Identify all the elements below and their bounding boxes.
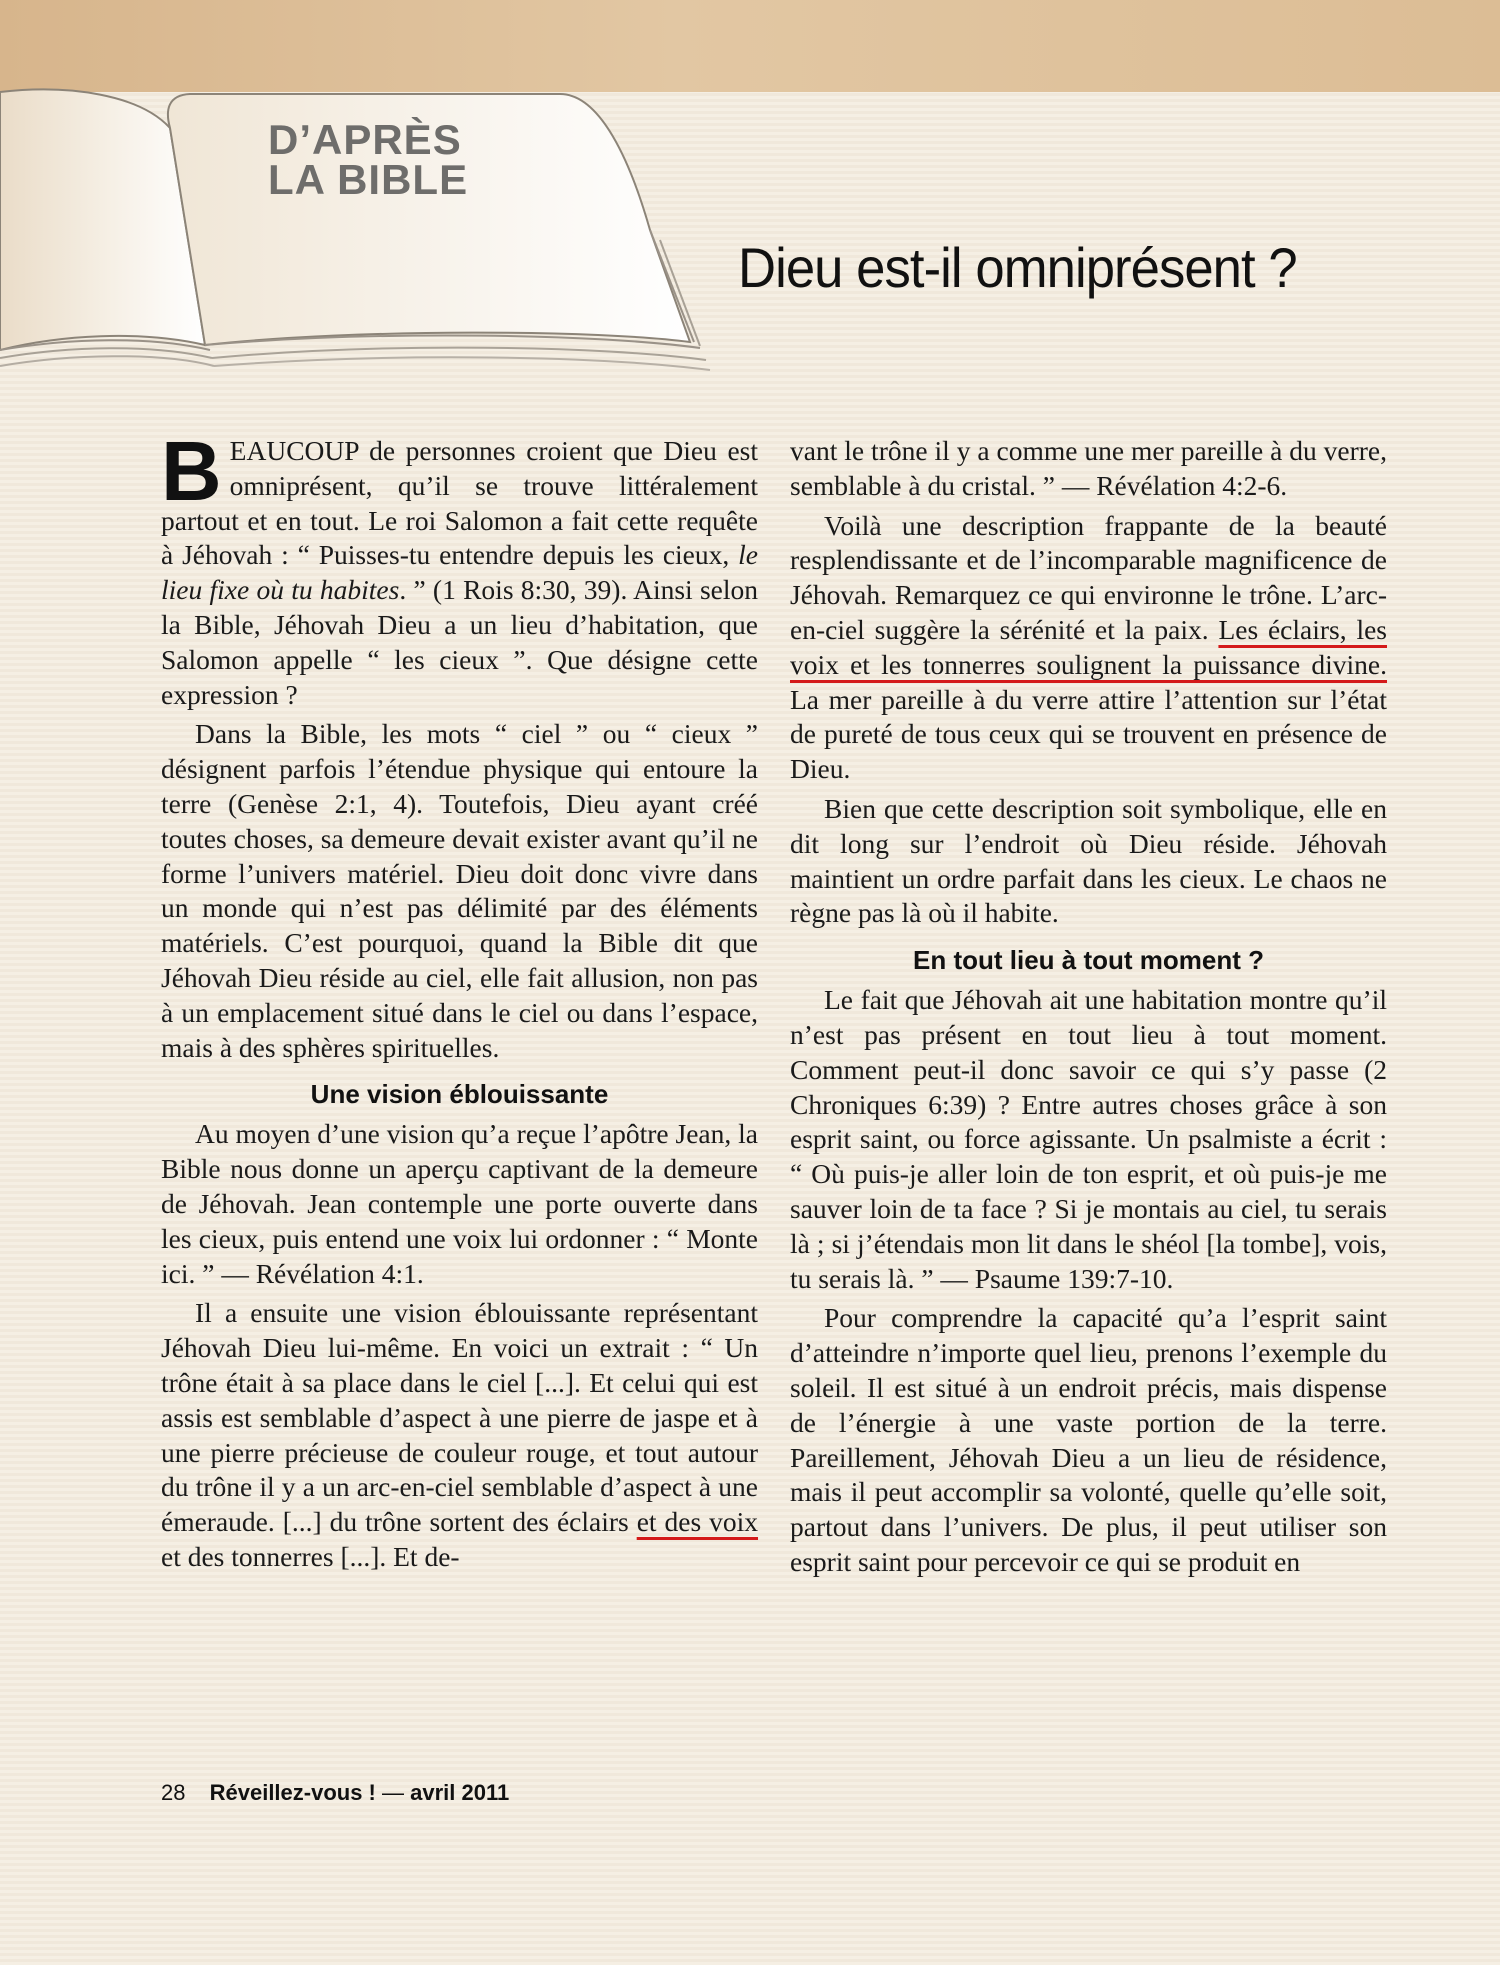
- paragraph-intro: BEAUCOUP de personnes croient que Dieu est omniprésent, qu’il se trouve littéralement partout et en tout. Le roi Salomon a fait cette requête à Jéhovah : “ Puisses-tu entendre depuis les cieux, le lieu fixe où tu habites. ” (1 Rois 8:30, 39). Ainsi selon la Bible, Jéhovah Dieu a un lieu d’habitation, que Salomon appelle “ les cieux ”. Que désigne cette expression ?: [161, 424, 758, 710]
- section-heading: En tout lieu à tout moment ?: [913, 945, 1264, 976]
- kicker-line-2: LA BIBLE: [268, 156, 469, 203]
- left-column: [161, 424, 759, 1580]
- paragraph: Le fait que Jéhovah ait une habitation montre qu’il n’est pas présent en tout lieu à tout moment. Comment peut-il donc savoir ce qui s’y passe (2 Chroniques 6:39) ? Entre autres choses grâce à son esprit saint, ou force agissante. Un psalmiste a écrit : “ Où puis-je aller loin de ton esprit, et où puis-je me sauver loin de ta face ? Si je montais au ciel, tu serais là ; si j’étendais mon lit dans le shéol [la tombe], vois, tu serais là. ” — Psaume 139:7-10.: [790, 984, 1387, 1294]
- article-title: Dieu est-il omniprésent ?: [738, 236, 1297, 299]
- paragraph: Au moyen d’une vision qu’a reçue l’apôtre Jean, la Bible nous donne un aperçu captivant de la demeure de Jéhovah. Jean contemple une porte ouverte dans les cieux, puis entend une voix lui ordonner : “ Monte ici. ” — Révélation 4:1.: [161, 1118, 758, 1289]
- paragraph: Bien que cette description soit symbolique, elle en dit long sur l’endroit où Dieu réside. Jéhovah maintient un ordre parfait dans les cieux. Le chaos ne règne pas là où il habite.: [790, 792, 1387, 929]
- right-column: [790, 434, 1387, 1585]
- kicker-line-1: D’APRÈS: [268, 116, 462, 163]
- section-heading: Une vision éblouissante: [310, 1079, 609, 1110]
- page-number: 28: [161, 1780, 186, 1805]
- paragraph-continued: vant le trône il y a comme une mer pareille à du verre, semblable à du cristal. ” — Révélation 4:2-6.: [790, 435, 1387, 501]
- underlined-text: Les éclairs, les voix et les tonnerres soulignent la puissance divine.: [790, 613, 1387, 680]
- page-footer: [161, 1778, 509, 1808]
- paragraph: Il a ensuite une vision éblouissante représentant Jéhovah Dieu lui-même. En voici un extrait : “ Un trône était à sa place dans le ciel [...]. Et celui qui est assis est semblable d’aspect à une pierre de jaspe et à une pierre précieuse de couleur rouge, et tout autour du trône il y a un arc-en-ciel semblable d’aspect à une émeraude. [...] du trône sortent des éclairs et des voix et des tonnerres [...]. Et de-: [161, 1297, 759, 1572]
- issue-date: avril 2011: [410, 1780, 510, 1805]
- paragraph: Pour comprendre la capacité qu’a l’esprit saint d’atteindre n’importe quel lieu, prenons l’exemple du soleil. Il est situé à un endroit précis, mais dispense de l’énergie à une vaste portion de la terre. Pareillement, Jéhovah Dieu a un lieu de résidence, mais il peut accomplir sa volonté, quelle qu’elle soit, partout dans l’univers. De plus, il peut utiliser son esprit saint pour percevoir ce qui se produit en: [790, 1302, 1387, 1577]
- underlined-text: et des voix: [636, 1506, 759, 1538]
- footer-separator: —: [382, 1780, 405, 1805]
- paragraph: Voilà une description frappante de la beauté resplendissante et de l’incomparable magnificence de Jéhovah. Remarquez ce qui environne le trône. L’arc-en-ciel suggère la sérénité et la paix. Les éclairs, les voix et les tonnerres soulignent la puissance divine. La mer pareille à du verre attire l’attention sur l’état de pureté de tous ceux qui se trouvent en présence de Dieu.: [790, 509, 1387, 785]
- paragraph: Dans la Bible, les mots “ ciel ” ou “ cieux ” désignent parfois l’étendue physique qui entoure la terre (Genèse 2:1, 4). Toutefois, Dieu ayant créé toutes choses, sa demeure devait exister avant qu’il ne forme l’univers matériel. Dieu doit donc vivre dans un monde qui n’est pas délimité par des éléments matériels. C’est pourquoi, quand la Bible dit que Jéhovah Dieu réside au ciel, elle fait allusion, non pas à un emplacement situé dans le ciel ou dans l’espace, mais à des sphères spirituelles.: [161, 718, 758, 1063]
- section-kicker: [268, 116, 528, 203]
- magazine-name: Réveillez-vous !: [209, 1780, 376, 1805]
- drop-cap: B: [161, 424, 222, 518]
